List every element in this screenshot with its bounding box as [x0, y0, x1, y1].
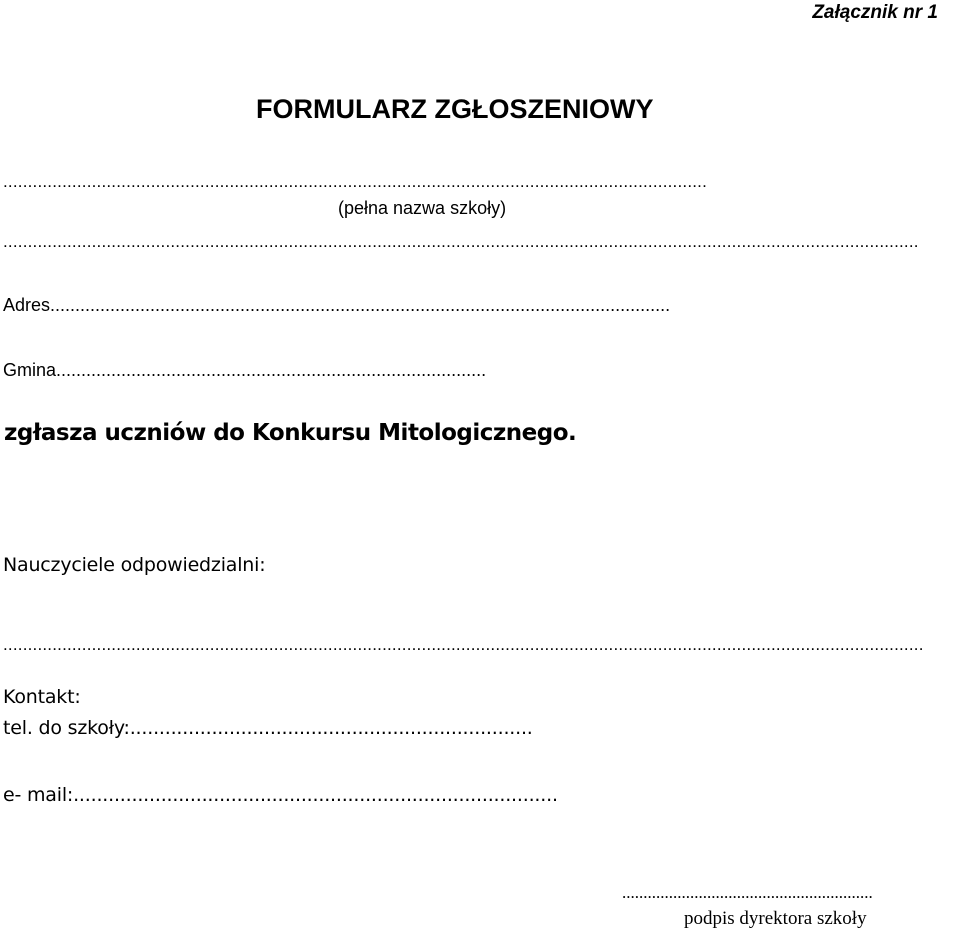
- email-field: e- mail:...................................................................................: [3, 786, 558, 805]
- statement-text: zgłasza uczniów do Konkursu Mitologicznego.: [4, 420, 577, 446]
- teachers-line: ...........................................................................................................................................................................................: [3, 636, 924, 653]
- signature-label: podpis dyrektora szkoły: [684, 908, 867, 929]
- school-name-hint: (pełna nazwa szkoły): [338, 198, 507, 218]
- municipality-field: Gmina......................................................................................: [3, 361, 487, 379]
- teachers-label: Nauczyciele odpowiedzialni:: [3, 554, 266, 576]
- appendix-label: Załącznik nr 1: [812, 2, 938, 23]
- school-name-line: ...............................................................................................................................................: [3, 173, 708, 190]
- signature-line: ...........................................................: [622, 884, 873, 901]
- form-title: FORMULARZ ZGŁOSZENIOWY: [256, 94, 654, 124]
- school-name-line-2: ..........................................................................................................................................................................................: [3, 233, 919, 250]
- phone-field: tel. do szkoły:.....................................................................: [3, 719, 533, 738]
- address-field: Adres............................................................................................................................: [3, 296, 671, 314]
- contact-label: Kontakt:: [3, 686, 81, 708]
